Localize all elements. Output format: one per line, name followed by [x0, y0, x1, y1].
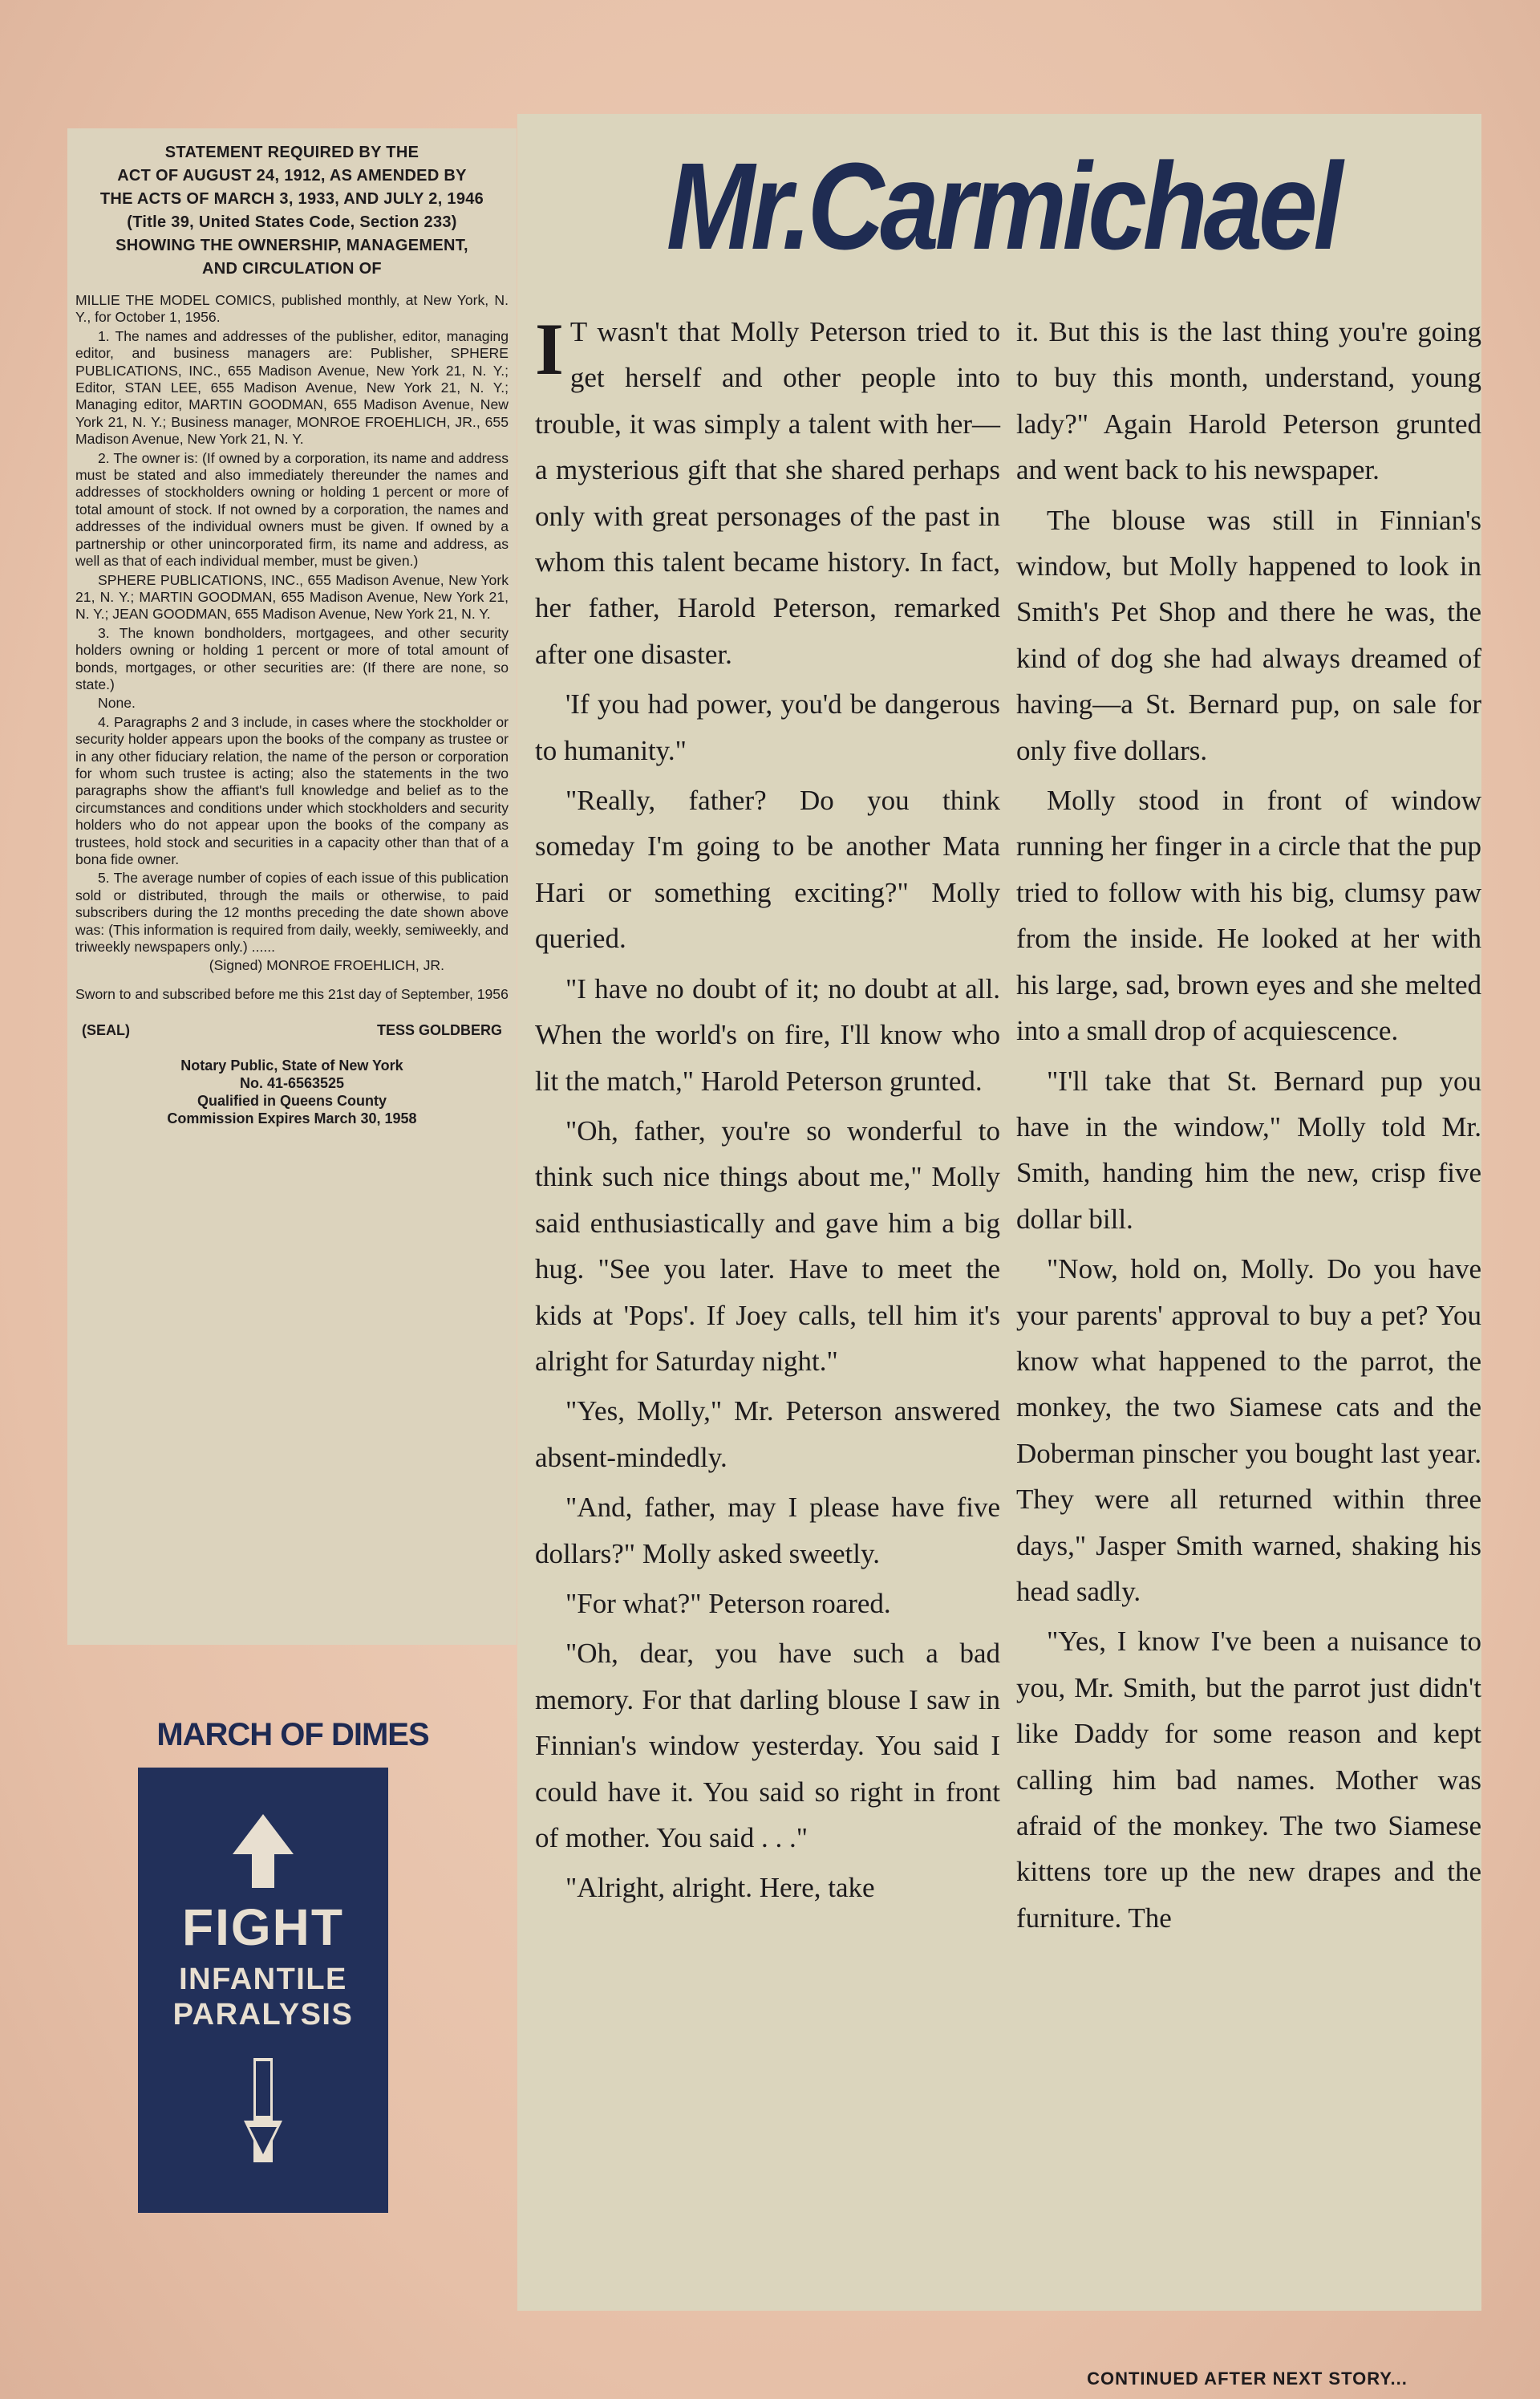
statement-paragraph: 5. The average number of copies of each issue of this publication sold or distributed, through the mails or otherwise, to paid subscribers during the 12 months preceding the date shown above was: (This information is required from daily, weekly, semiweekly, and triweekly newspapers only.) ...... — [75, 870, 509, 956]
story-paragraph: "And, father, may I please have five dollars?" Molly asked sweetly. — [535, 1492, 1000, 1569]
statement-header-line: SHOWING THE OWNERSHIP, MANAGEMENT, — [116, 237, 468, 254]
seal-label: (SEAL) — [82, 1022, 130, 1039]
story-paragraph: "For what?" Peterson roared. — [565, 1587, 891, 1619]
story-column-right — [1016, 309, 1481, 1945]
statement-header-line: (Title 39, United States Code, Section 233) — [127, 213, 457, 231]
statement-paragraph: 1. The names and addresses of the publisher, editor, managing editor, and business managers are: Publisher, SPHERE PUBLICATIONS, INC., 655 Madison Avenue, New York 21, N. Y.; Editor, STAN LEE, 655 Madison Avenue, New York 21, N. Y.; Managing editor, MARTIN GOODMAN, 655 Madison Avenue, New York 21, N. Y.; Business manager, MONROE FROEHLICH, JR., 655 Madison Avenue, New York 21, N. Y. — [75, 327, 509, 448]
statement-paragraph: 2. The owner is: (If owned by a corporation, its name and address must be stated and also immediately thereunder the names and addresses of stockholders owning or holding 1 percent or more of total amount of stock. If not owned by a corporation, the names and addresses of the individual owners must be given. If owned by a partnership or other unincorporated firm, its name and address, as well as that of each individual member, must be given.) — [75, 449, 509, 570]
story-paragraph: "I'll take that St. Bernard pup you have in the window," Molly told Mr. Smith, handing him the new, crisp five dollar bill. — [1016, 1065, 1481, 1235]
statement-paragraph: None. — [98, 695, 136, 712]
seal-row — [75, 1022, 509, 1039]
statement-header-line: ACT OF AUGUST 24, 1912, AS AMENDED BY — [117, 167, 467, 185]
statement-paragraph: 4. Paragraphs 2 and 3 include, in cases where the stockholder or security holder appears upon the books of the company as trustee or in any other fiduciary relation, the name of the person or corporation for whom such trustee is acting; also the statements in the two paragraphs show the affiant's full knowledge and belief as to the circumstances and conditions under which stockholders and security holders who do not appear upon the books of the company as trustees, hold stock and securities in a capacity other than that of a bona fide owner. — [75, 713, 509, 867]
statement-header — [75, 141, 509, 281]
statement-paragraph: 3. The known bondholders, mortgagees, and other security holders owning or holding 1 percent or more of total amount of bonds, mortgages, or other securities are: (If there are none, so state.) — [75, 624, 509, 692]
disease-line: PARALYSIS — [172, 1998, 354, 2032]
statement-body — [75, 292, 509, 1003]
story-paragraph: The blouse was still in Finnian's window, but Molly happened to look in Smith's Pet Shop and there he was, the kind of dog she had always dreamed of having—a St. Bernard pup, on sale for only five dollars. — [1016, 504, 1481, 766]
notary-block — [75, 1057, 509, 1127]
notary-line: Qualified in Queens County — [197, 1093, 387, 1110]
statement-paragraph: MILLIE THE MODEL COMICS, published monthly, at New York, N. Y., for October 1, 1956. — [75, 292, 509, 326]
notary-line: No. 41-6563525 — [239, 1075, 345, 1092]
story-paragraph: "Now, hold on, Molly. Do you have your parents' approval to buy a pet? You know what happened to the parrot, the monkey, the two Siamese cats and the Doberman pinscher you bought last year. They were all returned within three days," Jasper Smith warned, shaking his head sadly. — [1016, 1253, 1481, 1607]
march-of-dimes-ad — [138, 1768, 388, 2213]
story-paragraph: "Oh, father, you're so wonderful to think such nice things about me," Molly said enthusiastically and gave him a big hug. "See you later. Have to meet the kids at 'Pops'. If Joey calls, tell him it's alright for Saturday night." — [535, 1114, 1000, 1377]
story-paragraph: it. But this is the last thing you're going to buy this month, understand, young lady?" Again Harold Peterson grunted and went back to his newspaper. — [1016, 316, 1481, 486]
story-paragraph — [535, 309, 1000, 677]
disease-line: INFANTILE — [179, 1963, 347, 1996]
statement-header-line: THE ACTS OF MARCH 3, 1933, AND JULY 2, 1946 — [99, 190, 484, 208]
signature-line: (Signed) MONROE FROEHLICH, JR. — [209, 957, 444, 974]
statement-header-line: AND CIRCULATION OF — [202, 260, 382, 278]
ownership-statement — [67, 128, 517, 1645]
story-paragraph: "Yes, I know I've been a nuisance to you, Mr. Smith, but the parrot just didn't like Daddy for some reason and kept calling him bad names. Mother was afraid of the monkey. The two Siamese kittens tore up the new drapes and the furniture. The — [1016, 1626, 1481, 1934]
story-panel — [517, 114, 1481, 2389]
continued-note: CONTINUED AFTER NEXT STORY... — [1087, 2369, 1408, 2389]
story-paragraph: "Oh, dear, you have such a bad memory. For that darling blouse I saw in Finnian's window yesterday. You said I could have it. You said so right in front of mother. You said . . ." — [535, 1638, 1000, 1853]
story-paragraph: "Really, father? Do you think someday I'm going to be another Mata Hari or something exciting?" Molly queried. — [535, 785, 1000, 955]
story-paragraph: Molly stood in front of window running her finger in a circle that the pup tried to follow with his big, clumsy paw from the inside. He looked at her with his large, sad, brown eyes and she melted into a small drop of acquiescence. — [1016, 785, 1481, 1047]
statement-header-line: STATEMENT REQUIRED BY THE — [164, 144, 419, 161]
drop-cap: I — [535, 308, 564, 390]
story-paragraph-text: T wasn't that Molly Peterson tried to get herself and other people into trouble, it was simply a talent with her—a mysterious gift that she shared perhaps only with great personages of the past in whom this talent became history. In fact, her father, Harold Peterson, remarked after one disaster. — [535, 316, 1000, 670]
sworn-line: Sworn to and subscribed before me this 21st day of September, 1956 — [75, 985, 509, 1002]
notary-line: Commission Expires March 30, 1958 — [167, 1110, 417, 1127]
notary-line: Notary Public, State of New York — [180, 1057, 403, 1074]
notary-name: TESS GOLDBERG — [376, 1022, 502, 1039]
story-paragraph: "I have no doubt of it; no doubt at all. When the world's on fire, I'll know who lit the match," Harold Peterson grunted. — [535, 972, 1000, 1097]
story-paragraph: 'If you had power, you'd be dangerous to humanity." — [535, 688, 1000, 766]
story-title: Mr.Carmichael — [666, 136, 1339, 275]
fight-text: FIGHT — [182, 1898, 344, 1956]
disease-text — [138, 1962, 388, 2032]
story-column-left — [535, 309, 1000, 1915]
story-paragraph: "Alright, alright. Here, take — [565, 1872, 875, 1904]
statement-paragraph: SPHERE PUBLICATIONS, INC., 655 Madison Avenue, New York 21, N. Y.; MARTIN GOODMAN, 655 Madison Avenue, New York 21, N. Y.; JEAN GOODMAN, 655 Madison Avenue, New York 21, N. Y. — [75, 571, 509, 623]
march-of-dimes-title: MARCH OF DIMES — [156, 1717, 429, 1752]
story-paragraph: "Yes, Molly," Mr. Peterson answered absent-mindedly. — [535, 1395, 1000, 1473]
